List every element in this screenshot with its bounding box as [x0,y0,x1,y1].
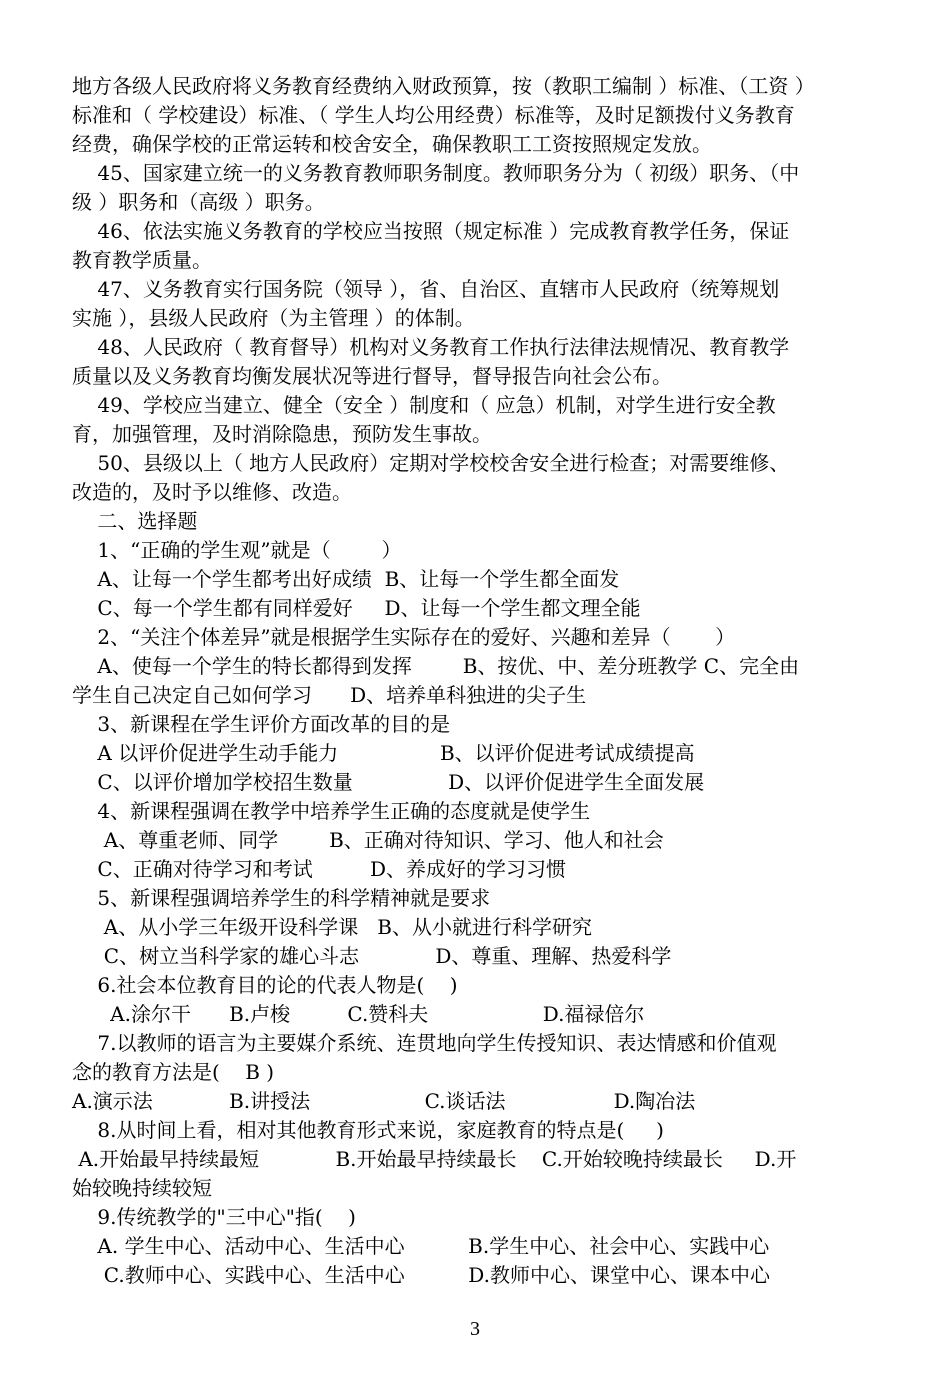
option-line: A、从小学三年级开设科学课 B、从小就进行科学研究 [72,915,592,939]
question-line: 8.从时间上看，相对其他教育形式来说，家庭教育的特点是( ) [72,1118,664,1142]
option-line: A.演示法 B.讲授法 C.谈话法 D.陶冶法 [72,1089,696,1113]
option-line: A.开始最早持续最短 B.开始最早持续最长 C.开始较晚持续最长 D.开 [72,1147,797,1171]
option-line: A.涂尔干 B.卢梭 C.赞科夫 D.福禄倍尔 [72,1002,645,1026]
option-line: C.教师中心、实践中心、生活中心 D.教师中心、课堂中心、课本中心 [72,1263,770,1287]
text-line: 46、依法实施义务教育的学校应当按照（规定标准 ）完成教育教学任务，保证 [72,219,790,243]
option-line: C、每一个学生都有同样爱好 D、让每一个学生都文理全能 [72,596,641,620]
text-line: 实施 ），县级人民政府（为主管理 ）的体制。 [72,306,475,330]
question-line: 5、新课程强调培养学生的科学精神就是要求 [72,886,491,910]
document-body [72,72,882,1290]
option-line: 始较晚持续较短 [72,1176,212,1200]
text-line: 50、县级以上（ 地方人民政府）定期对学校校舍安全进行检查；对需要维修、 [72,451,790,475]
option-line: 学生自己决定自己如何学习 D、培养单科独进的尖子生 [72,683,587,707]
text-line: 育，加强管理，及时消除隐患，预防发生事故。 [72,422,492,446]
text-line: 45、国家建立统一的义务教育教师职务制度。教师职务分为（ 初级）职务、（中 [72,161,800,185]
text-line: 级 ）职务和（高级 ）职务。 [72,190,325,214]
text-line: 48、人民政府（ 教育督导）机构对义务教育工作执行法律法规情况、教育教学 [72,335,790,359]
question-line: 9.传统教学的"三中心"指( ) [72,1205,356,1229]
question-line: 3、新课程在学生评价方面改革的目的是 [72,712,451,736]
text-line: 教育教学质量。 [72,248,212,272]
option-line: A、让每一个学生都考出好成绩 B、让每一个学生都全面发 [72,567,620,591]
option-line: C、树立当科学家的雄心斗志 D、尊重、理解、热爱科学 [72,944,672,968]
text-line: 标准和（ 学校建设）标准、（ 学生人均公用经费）标准等，及时足额拨付义务教育 [72,103,795,127]
text-line: 47、义务教育实行国务院（领导 ），省、自治区、直辖市人民政府（统筹规划 [72,277,780,301]
question-line: 6.社会本位教育目的论的代表人物是( ) [72,973,458,997]
option-line: A 以评价促进学生动手能力 B、以评价促进考试成绩提高 [72,741,695,765]
text-line: 经费，确保学校的正常运转和校舍安全，确保教职工工资按照规定发放。 [72,132,712,156]
option-line: C、正确对待学习和考试 D、养成好的学习习惯 [72,857,566,881]
question-line: 1、“正确的学生观”就是（ ） [72,538,402,562]
option-line: A、尊重老师、同学 B、正确对待知识、学习、他人和社会 [72,828,664,852]
option-line: C、以评价增加学校招生数量 D、以评价促进学生全面发展 [72,770,705,794]
question-line: 4、新课程强调在教学中培养学生正确的态度就是使学生 [72,799,591,823]
question-line: 念的教育方法是( B ) [72,1060,275,1084]
option-line: A. 学生中心、活动中心、生活中心 B.学生中心、社会中心、实践中心 [72,1234,770,1258]
text-line: 49、学校应当建立、健全（安全 ）制度和（ 应急）机制，对学生进行安全教 [72,393,776,417]
text-line: 改造的，及时予以维修、改造。 [72,480,352,504]
option-line: A、使每一个学生的特长都得到发挥 B、按优、中、差分班教学 C、完全由 [72,654,800,678]
page-number: 3 [470,1318,480,1340]
section-heading: 二、选择题 [72,509,198,533]
text-line: 地方各级人民政府将义务教育经费纳入财政预算，按（教职工编制 ）标准、（工资 ） [72,74,815,98]
question-line: 2、“关注个体差异”就是根据学生实际存在的爱好、兴趣和差异（ ） [72,625,736,649]
question-line: 7.以教师的语言为主要媒介系统、连贯地向学生传授知识、表达情感和价值观 [72,1031,777,1055]
text-line: 质量以及义务教育均衡发展状况等进行督导，督导报告向社会公布。 [72,364,672,388]
